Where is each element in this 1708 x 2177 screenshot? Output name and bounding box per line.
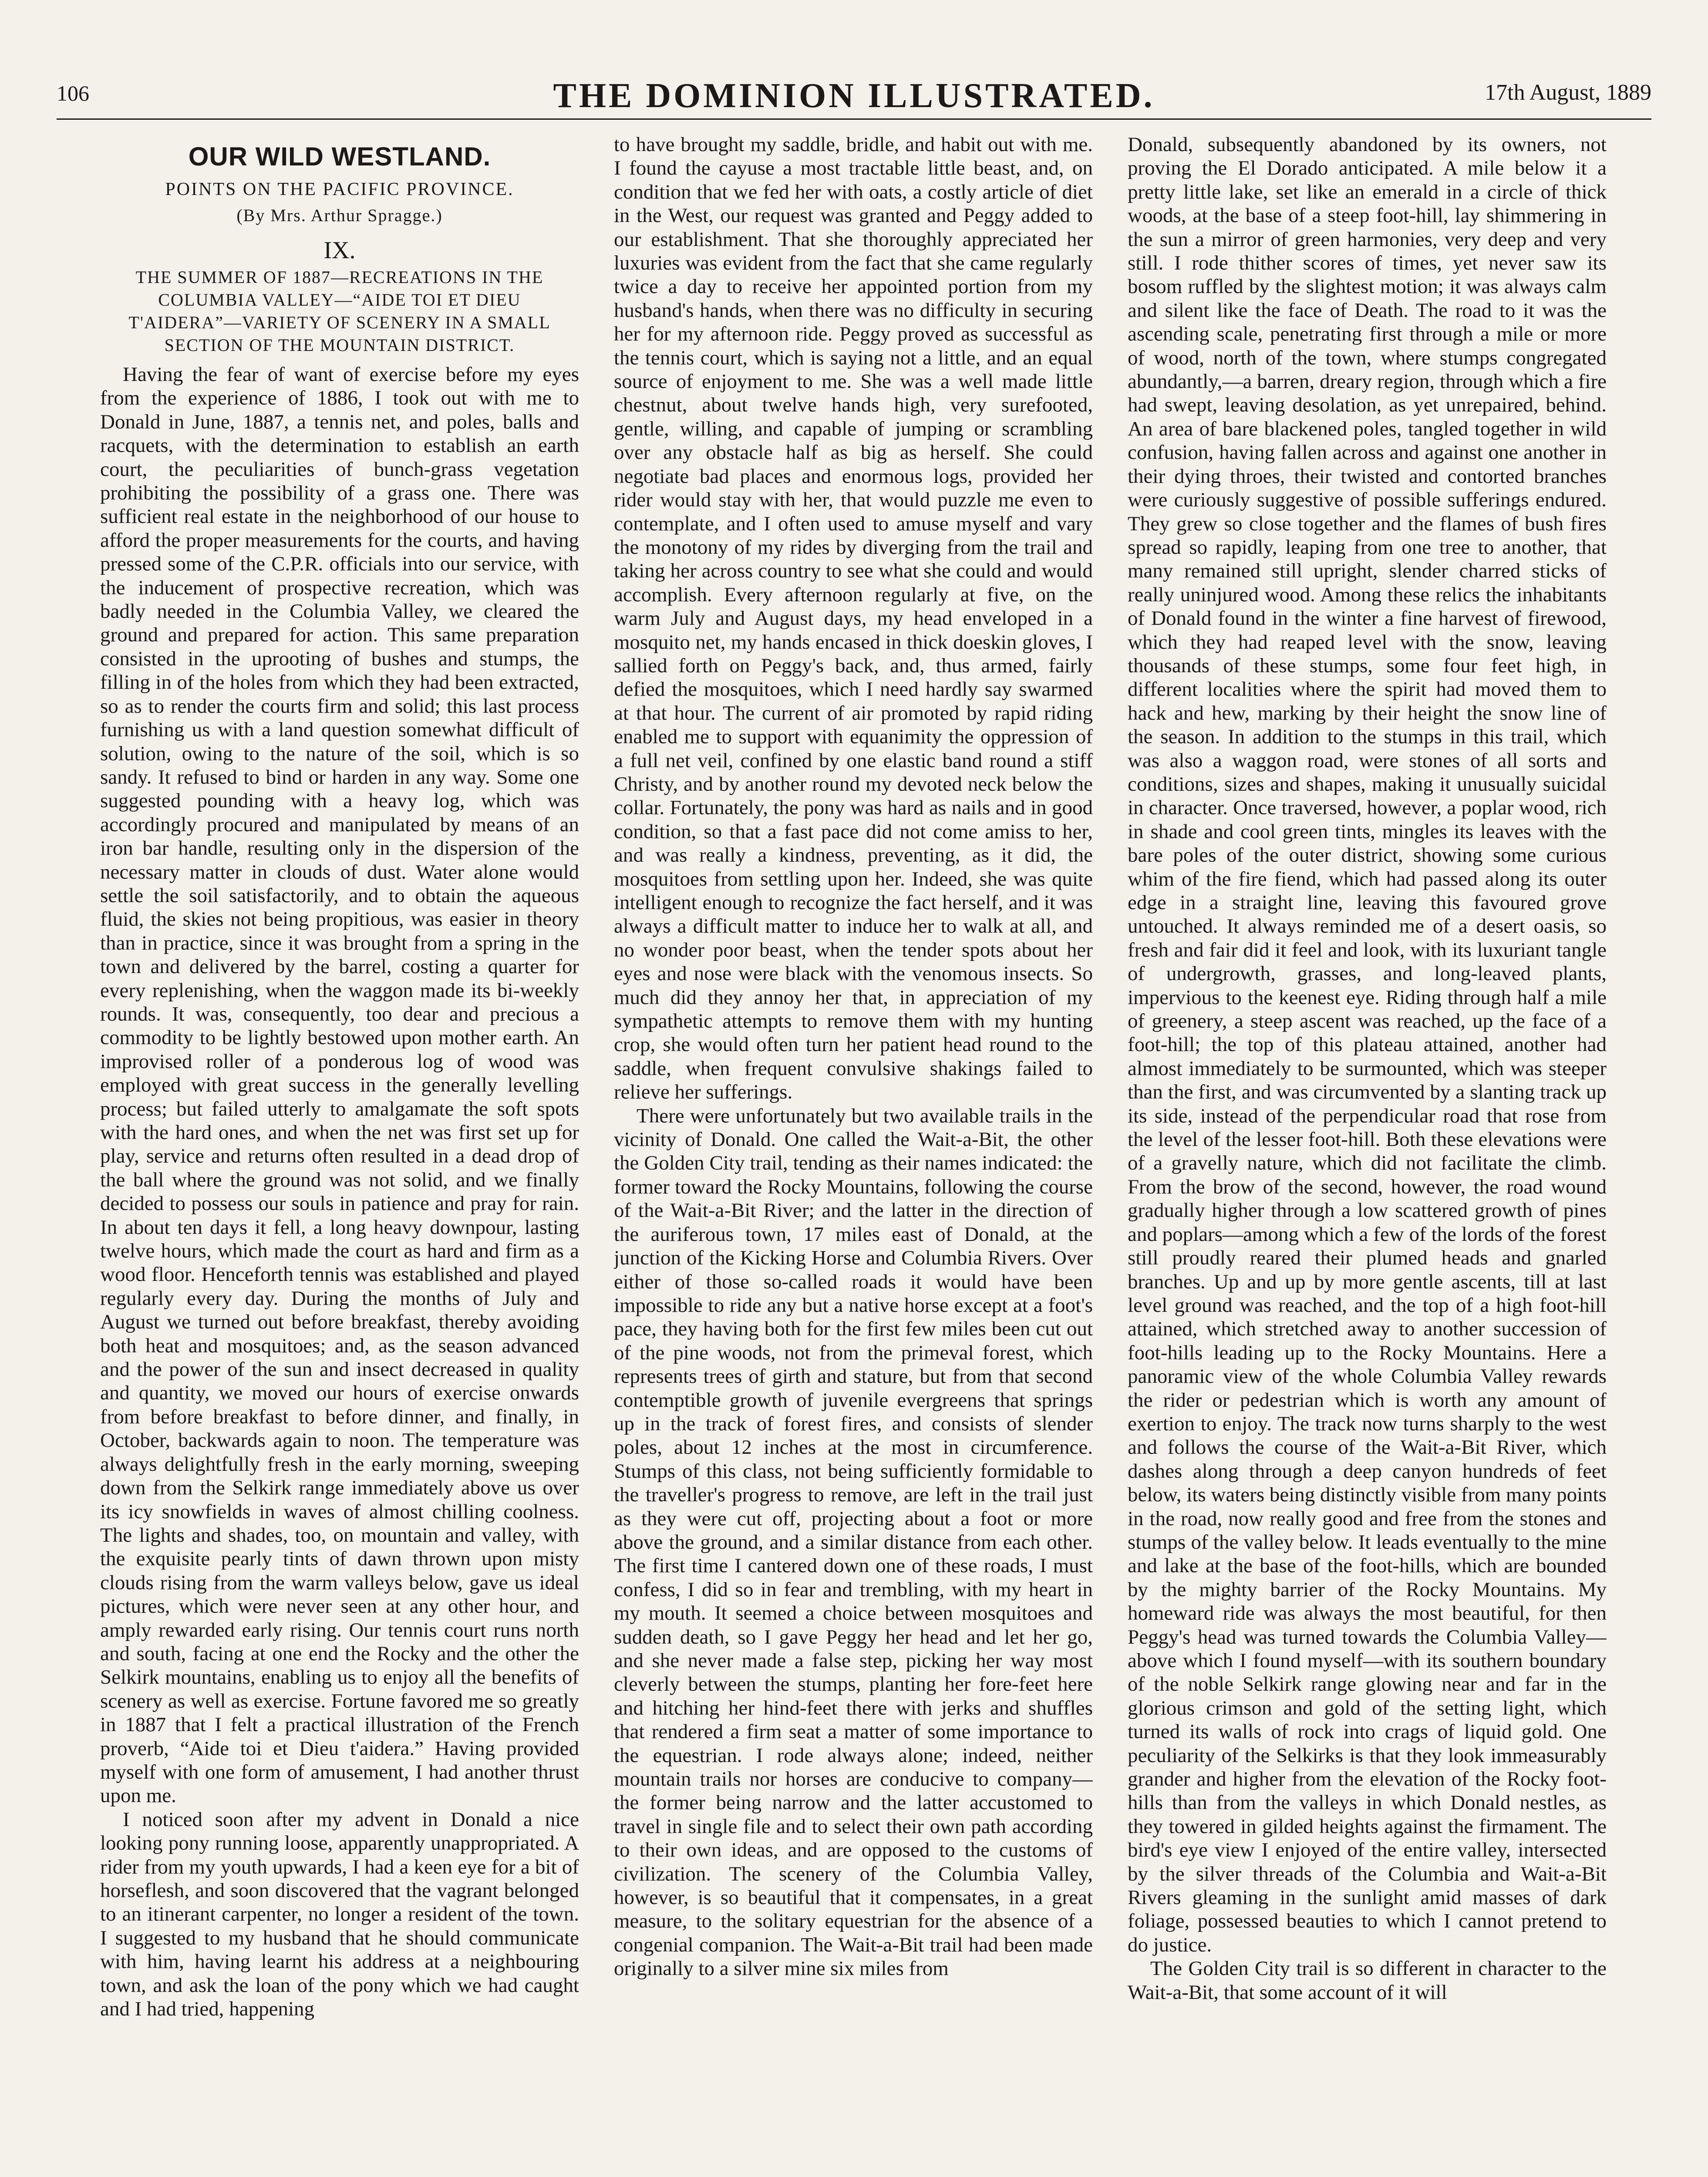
article-byline: (By Mrs. Arthur Spragge.) [236, 206, 443, 225]
article-columns [100, 133, 1633, 2177]
paragraph: The Golden City trail is so different in character to the Wait-a-Bit, that some account of it will [1128, 1957, 1607, 2004]
chapter-synopsis: THE SUMMER OF 1887—RECREATIONS IN THE COLUMBIA VALLEY—“AIDE TOI ET DIEU T'AIDERA”—VARIETY OF SCENERY IN A SMALL SECTION OF THE MOUNTAIN DISTRICT. [128, 267, 551, 355]
paragraph: to have brought my saddle, bridle, and habit out with me. I found the cayuse a most tractable little beast, and, on condition that we fed her with oats, a costly article of diet in the West, our request was granted and Peggy added to our establishment. That she thoroughly appreciated her luxuries was evident from the fact that she came regularly twice a day to receive her appointed portion from my husband's hands, when there was no difficulty in securing her for my afternoon ride. Peggy proved as successful as the tennis court, which is saying not a little, and an equal source of enjoyment to me. She was a well made little chestnut, about twelve hands high, very surefooted, gentle, willing, and capable of jumping or scrambling over any obstacle half as big as herself. She could negotiate bad places and enormous logs, provided her rider would stay with her, that would puzzle me even to contemplate, and I often used to amuse myself and vary the monotony of my rides by diverging from the trail and taking her across country to see what she could and would accomplish. Every afternoon regularly at five, on the warm July and August days, my head enveloped in a mosquito net, my hands encased in thick doeskin gloves, I sallied forth on Peggy's back, and, thus armed, fairly defied the mosquitoes, which I need hardly say swarmed at that hour. The current of air promoted by rapid riding enabled me to support with equanimity the oppression of a full net veil, confined by one elastic band round a stiff Christy, and by another round my devoted neck below the collar. Fortunately, the pony was hard as nails and in good condition, so that a fast pace did not come amiss to her, and was really a kindness, preventing, as it did, the mosquitoes from settling upon her. Indeed, she was quite intelligent enough to recognize the fact herself, and it was always a difficult matter to induce her to walk at all, and no wonder poor beast, when the tender spots about her eyes and nose were black with the venomous insects. So much did they annoy her that, in appreciation of my sympathetic attempts to remove them with my hunting crop, she would often turn her patient head round to the saddle, when frequent convulsive shakings failed to relieve her sufferings. [614, 133, 1093, 1104]
paragraph: I noticed soon after my advent in Donald a nice looking pony running loose, apparently unappropriated. A rider from my youth upwards, I had a keen eye for a bit of horseflesh, and soon discovered that the vagrant belonged to an itinerant carpenter, no longer a resident of the town. I suggested to my husband that he should communicate with him, having learnt his address at a neighbouring town, and ask the loan of the pony which we had caught and I had tried, happening [100, 1808, 579, 2021]
paragraph: Donald, subsequently abandoned by its owners, not proving the El Dorado anticipated. A mile below it a pretty little lake, set like an emerald in a circle of thick woods, at the base of a steep foot-hill, lay shimmering in the sun a mirror of green harmonies, very deep and very still. I rode thither scores of times, yet never saw its bosom ruffled by the slightest motion; it was always calm and silent like the face of Death. The road to it was the ascending scale, penetrating first through a mile or more of wood, north of the town, where stumps congregated abundantly,—a barren, dreary region, through which a fire had swept, leaving desolation, as yet unrepaired, behind. An area of bare blackened poles, tangled together in wild confusion, having fallen across and against one another in their dying throes, their twisted and contorted branches were curiously suggestive of possible sufferings endured. They grew so close together and the flames of bush fires spread so rapidly, leaping from one tree to another, that many remained still upright, slender charred sticks of really uninjured wood. Among these relics the inhabitants of Donald found in the winter a fine harvest of firewood, which they had reaped level with the snow, leaving thousands of these stumps, some four feet high, in different localities where the spirit had moved them to hack and hew, marking by their height the snow line of the season. In addition to the stumps in this trail, which was also a waggon road, were stones of all sorts and conditions, sizes and shapes, making it unusually suicidal in character. Once traversed, however, a poplar wood, rich in shade and cool green tints, mingles its leaves with the bare poles of the outer district, showing some curious whim of the fire fiend, which had passed along its outer edge in a straight line, leaving this favoured grove untouched. It always reminded me of a desert oasis, so fresh and fair did it feel and look, with its luxuriant tangle of undergrowth, grasses, and long-leaved plants, impervious to the keenest eye. Riding through half a mile of greenery, a steep ascent was reached, up the face of a foot-hill; the top of this plateau attained, another had almost immediately to be surmounted, which was steeper than the first, and was circumvented by a slanting track up its side, instead of the perpendicular road that rose from the level of the lesser foot-hill. Both these elevations were of a gravelly nature, which did not facilitate the climb. From the brow of the second, however, the road wound gradually higher through a low scattered growth of pines and poplars—among which a few of the lords of the forest still proudly reared their plumed heads and gnarled branches. Up and up by more gentle ascents, till at last level ground was reached, and the top of a high foot-hill attained, which stretched away to another succession of foot-hills leading up to the Rocky Mountains. Here a panoramic view of the whole Columbia Valley rewards the rider or pedestrian which is worth any amount of exertion to enjoy. The track now turns sharply to the west and follows the course of the Wait-a-Bit River, which dashes along through a deep canyon hundreds of feet below, its waters being distinctly visible from many points in the road, now really good and free from the stones and stumps of the valley below. It leads eventually to the mine and lake at the base of the foot-hills, which are bounded by the mighty barrier of the Rocky Mountains. My homeward ride was always the most beautiful, for then Peggy's head was turned towards the Columbia Valley—above which I found myself—with its southern boundary of the noble Selkirk range glowing near and far in the glorious crimson and gold of the setting light, which turned its walls of rock into crags of liquid gold. One peculiarity of the Selkirks is that they look immeasurably grander and higher from the elevation of the Rocky foot-hills than from the valleys in which Donald nestles, as they towered in gilded heights against the firmament. The bird's eye view I enjoyed of the entire valley, intersected by the silver threads of the Columbia and Wait-a-Bit Rivers gleaming in the sunlight amid masses of dark foliage, possessed beauties to which I cannot pretend to do justice. [1128, 133, 1607, 1956]
issue-date: 17th August, 1889 [1485, 80, 1651, 105]
column-3 [1128, 133, 1607, 2177]
article-headline: OUR WILD WESTLAND. [188, 142, 491, 171]
column-1 [100, 133, 579, 2177]
page-number: 106 [57, 81, 89, 105]
paragraph: Having the fear of want of exercise before my eyes from the experience of 1886, I took out with me to Donald in June, 1887, a tennis net, and poles, balls and racquets, with the determination to establish an earth court, the peculiarities of bunch-grass vegetation prohibiting the possibility of a grass one. There was sufficient real estate in the neighborhood of our house to afford the proper measurements for the courts, and having pressed some of the C.P.R. officials into our service, with the inducement of prospective recreation, which was badly needed in the Columbia Valley, we cleared the ground and prepared for action. This same preparation consisted in the uprooting of bushes and stumps, the filling in of the holes from which they had been extracted, so as to render the courts firm and solid; this last process furnishing us with a land question somewhat difficult of solution, owing to the nature of the soil, which is so sandy. It refused to bind or harden in any way. Some one suggested pounding with a heavy log, which was accordingly procured and manipulated by means of an iron bar handle, resulting only in the dispersion of the necessary matter in clouds of dust. Water alone would settle the soil satisfactorily, and to obtain the aqueous fluid, the skies not being propitious, was easier in theory than in practice, since it was brought from a spring in the town and delivered by the barrel, costing a quarter for every replenishing, when the waggon made its bi-weekly rounds. It was, consequently, too dear and precious a commodity to be lightly bestowed upon mother earth. An improvised roller of a ponderous log of wood was employed with great success in the generally levelling process; but failed utterly to amalgamate the soft spots with the hard ones, and when the net was first set up for play, service and returns often resulted in a dead drop of the ball where the ground was not solid, and we finally decided to possess our souls in patience and pray for rain. In about ten days it fell, a long heavy downpour, lasting twelve hours, which made the court as hard and firm as a wood floor. Henceforth tennis was established and played regularly every day. During the months of July and August we turned out before breakfast, thereby avoiding both heat and mosquitoes; and, as the season advanced and the power of the sun and insect decreased in quality and quantity, we moved our hours of exercise onwards from before breakfast to before dinner, and finally, in October, backwards again to noon. The temperature was always delightfully fresh in the early morning, sweeping down from the Selkirk range immediately above us over its icy snowfields in waves of almost chilling coolness. The lights and shades, too, on mountain and valley, with the exquisite pearly tints of dawn thrown upon misty clouds rising from the warm valleys below, gave us ideal pictures, which were never seen at any other hour, and amply rewarded early rising. Our tennis court runs north and south, facing at one end the Rocky and the other the Selkirk mountains, enabling us to enjoy all the benefits of scenery as well as exercise. Fortune favored me so greatly in 1887 that I felt a practical illustration of the French proverb, “Aide toi et Dieu t'aidera.” Having provided myself with one form of amusement, I had another thrust upon me. [100, 363, 579, 1807]
publication-title: THE DOMINION ILLUSTRATED. [553, 77, 1155, 115]
masthead-rule [57, 118, 1651, 120]
article-subtitle: POINTS ON THE PACIFIC PROVINCE. [165, 179, 514, 199]
paragraph: There were unfortunately but two available trails in the vicinity of Donald. One called the Wait-a-Bit, the other the Golden City trail, tending as their names indicated: the former toward the Rocky Mountains, following the course of the Wait-a-Bit River; and the latter in the direction of the auriferous town, 17 miles east of Donald, at the junction of the Kicking Horse and Columbia Rivers. Over either of those so-called roads it would have been impossible to ride any but a native horse except at a foot's pace, they having both for the first few miles been cut out of the pine woods, not from the primeval forest, which represents trees of girth and stature, but from that second contemptible growth of juvenile evergreens that springs up in the track of forest fires, and consists of slender poles, about 12 inches at the most in circumference. Stumps of this class, not being sufficiently formidable to the traveller's progress to remove, are left in the trail just as they were cut off, projecting about a foot or more above the ground, and a similar distance from each other. The first time I cantered down one of these roads, I must confess, I did so in fear and trembling, with my heart in my mouth. It seemed a choice between mosquitoes and sudden death, so I gave Peggy her head and let her go, and she never made a false step, picking her way most cleverly between the stumps, planting her fore-feet here and hitching her hind-feet there with jerks and shuffles that rendered a firm seat a matter of some importance to the equestrian. I rode always alone; indeed, neither mountain trails nor horses are conducive to company—the former being narrow and the latter accustomed to travel in single file and to select their own path according to their own ideas, and are opposed to the customs of civilization. The scenery of the Columbia Valley, however, is so beautiful that it compensates, in a great measure, to the solitary equestrian for the absence of a congenial companion. The Wait-a-Bit trail had been made originally to a silver mine six miles from [614, 1104, 1093, 1980]
column-2 [614, 133, 1093, 2177]
masthead [57, 76, 1651, 118]
chapter-numeral: IX. [323, 237, 356, 264]
